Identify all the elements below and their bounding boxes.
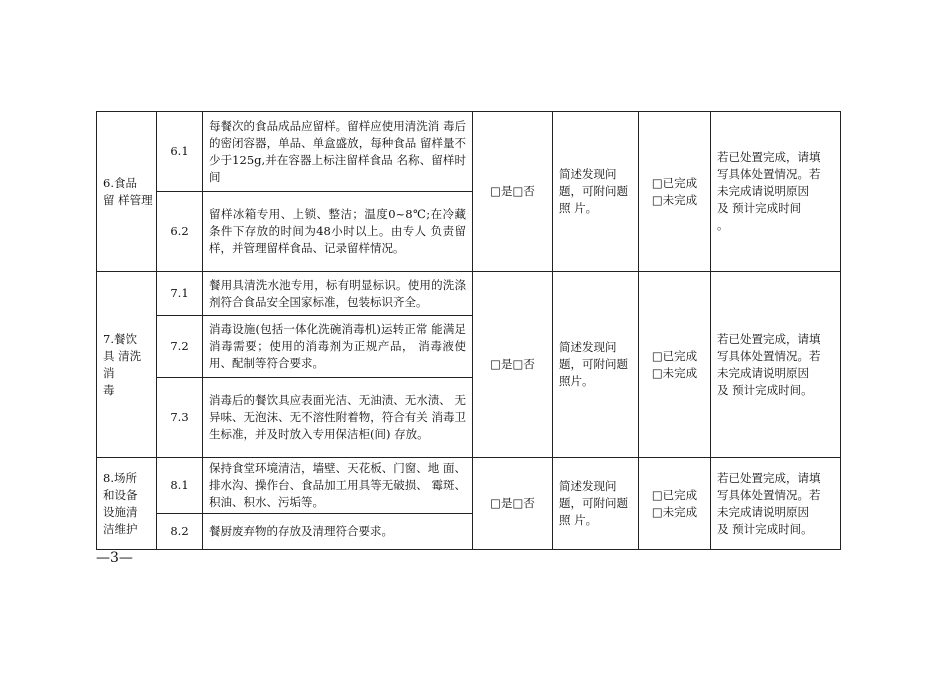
category-line: 6.食品 — [103, 175, 137, 190]
item-number: 7.2 — [157, 316, 203, 378]
item-requirement: 每餐次的食品成品应留样。留样应使用清洗消 毒后的密闭容器，单品、单盒盛放，每种食品 留样量不少于125g,并在容器上标注留样食品 名称、留样时间 — [203, 112, 473, 192]
status-incomplete-option[interactable]: □未完成 — [651, 504, 698, 519]
note-line: 及 预计完成时间 — [717, 201, 802, 215]
category-cell — [97, 272, 157, 458]
issue-line: 照片。 — [559, 374, 594, 388]
category-line: 消 — [103, 365, 115, 380]
status-completed-option[interactable]: □已完成 — [651, 348, 698, 363]
item-requirement: 消毒设施(包括一体化洗碗消毒机)运转正常 能满足消毒需要；使用的消毒剂为正规产品， 消毒液使用、配制等符合要求。 — [203, 316, 473, 378]
issue-description-cell[interactable] — [553, 458, 639, 550]
issue-line: 简述发现问 — [559, 167, 617, 181]
note-line: 。 — [717, 218, 729, 232]
issue-description-cell[interactable] — [553, 112, 639, 272]
note-line: 若已处置完成，请填 — [717, 470, 821, 485]
table-row — [97, 112, 841, 192]
issue-line: 简述发现问 — [559, 479, 617, 493]
disposal-note-cell[interactable] — [711, 112, 841, 272]
category-line: 具 清洗 — [103, 348, 142, 363]
item-number: 7.3 — [157, 378, 203, 458]
issue-line: 照 片。 — [559, 513, 598, 527]
note-line: 若已处置完成，请填 — [717, 150, 821, 164]
status-checkbox-cell[interactable] — [639, 458, 711, 550]
category-line: 7.餐饮 — [103, 331, 137, 346]
category-line: 洁维护 — [103, 521, 138, 536]
item-requirement: 消毒后的餐饮具应表面光洁、无油渍、无水渍、 无异味、无泡沫、无不溶性附着物，符合有关 消毒卫生标准，并及时放入专用保洁柜(间) 存放。 — [203, 378, 473, 458]
disposal-note-cell[interactable] — [711, 272, 841, 458]
disposal-note-cell[interactable] — [711, 458, 841, 550]
yes-no-checkbox-cell[interactable]: □是□否 — [473, 272, 553, 458]
status-incomplete-option[interactable]: □未完成 — [651, 192, 698, 207]
category-line: 毒 — [103, 382, 115, 397]
item-requirement: 餐用具清洗水池专用，标有明显标识。使用的洗涤剂符合食品安全国家标准，包装标识齐全。 — [203, 272, 473, 316]
note-line: 若已处置完成，请填 — [717, 331, 821, 346]
issue-line: 照 片。 — [559, 201, 598, 215]
note-line: 写具体处置情况。若 — [717, 348, 821, 363]
category-cell — [97, 112, 157, 272]
status-checkbox-cell[interactable] — [639, 272, 711, 458]
note-line: 未完成请说明原因 — [717, 184, 809, 198]
category-line: 留 样管理 — [103, 192, 153, 207]
note-line: 写具体处置情况。若 — [717, 167, 821, 181]
issue-line: 题，可附问题 — [559, 496, 628, 510]
page-number: —3— — [96, 550, 133, 566]
category-line: 设施清 — [103, 504, 138, 519]
item-requirement: 留样冰箱专用、上锁、整洁；温度0~8℃;在冷藏条件下存放的时间为48小时以上。由专人 负责留样，并管理留样食品、记录留样情况。 — [203, 192, 473, 272]
category-line: 8.场所 — [103, 470, 137, 485]
issue-line: 题，可附问题 — [559, 184, 628, 198]
item-number: 8.2 — [157, 514, 203, 550]
issue-line: 简述发现问 — [559, 340, 617, 354]
issue-description-cell[interactable] — [553, 272, 639, 458]
table-row — [97, 458, 841, 514]
item-number: 7.1 — [157, 272, 203, 316]
status-completed-option[interactable]: □已完成 — [651, 487, 698, 502]
inspection-table — [96, 111, 841, 550]
category-line: 和设备 — [103, 487, 138, 502]
note-line: 未完成请说明原因 — [717, 504, 809, 519]
yes-no-checkbox-cell[interactable]: □是□否 — [473, 458, 553, 550]
item-requirement: 保持食堂环境清洁，墙壁、天花板、门窗、地 面、排水沟、操作台、食品加工用具等无破损、 霉斑、积油、积水、污垢等。 — [203, 458, 473, 514]
note-line: 及 预计完成时间。 — [717, 521, 813, 536]
note-line: 写具体处置情况。若 — [717, 487, 821, 502]
table-row — [97, 272, 841, 316]
note-line: 及 预计完成时间。 — [717, 382, 813, 397]
note-line: 未完成请说明原因 — [717, 365, 809, 380]
item-number: 6.1 — [157, 112, 203, 192]
item-number: 8.1 — [157, 458, 203, 514]
issue-line: 题，可附问题 — [559, 357, 628, 371]
status-completed-option[interactable]: □已完成 — [651, 175, 698, 190]
status-incomplete-option[interactable]: □未完成 — [651, 365, 698, 380]
item-requirement: 餐厨废弃物的存放及清理符合要求。 — [203, 514, 473, 550]
item-number: 6.2 — [157, 192, 203, 272]
yes-no-checkbox-cell[interactable]: □是□否 — [473, 112, 553, 272]
status-checkbox-cell[interactable] — [639, 112, 711, 272]
category-cell — [97, 458, 157, 550]
